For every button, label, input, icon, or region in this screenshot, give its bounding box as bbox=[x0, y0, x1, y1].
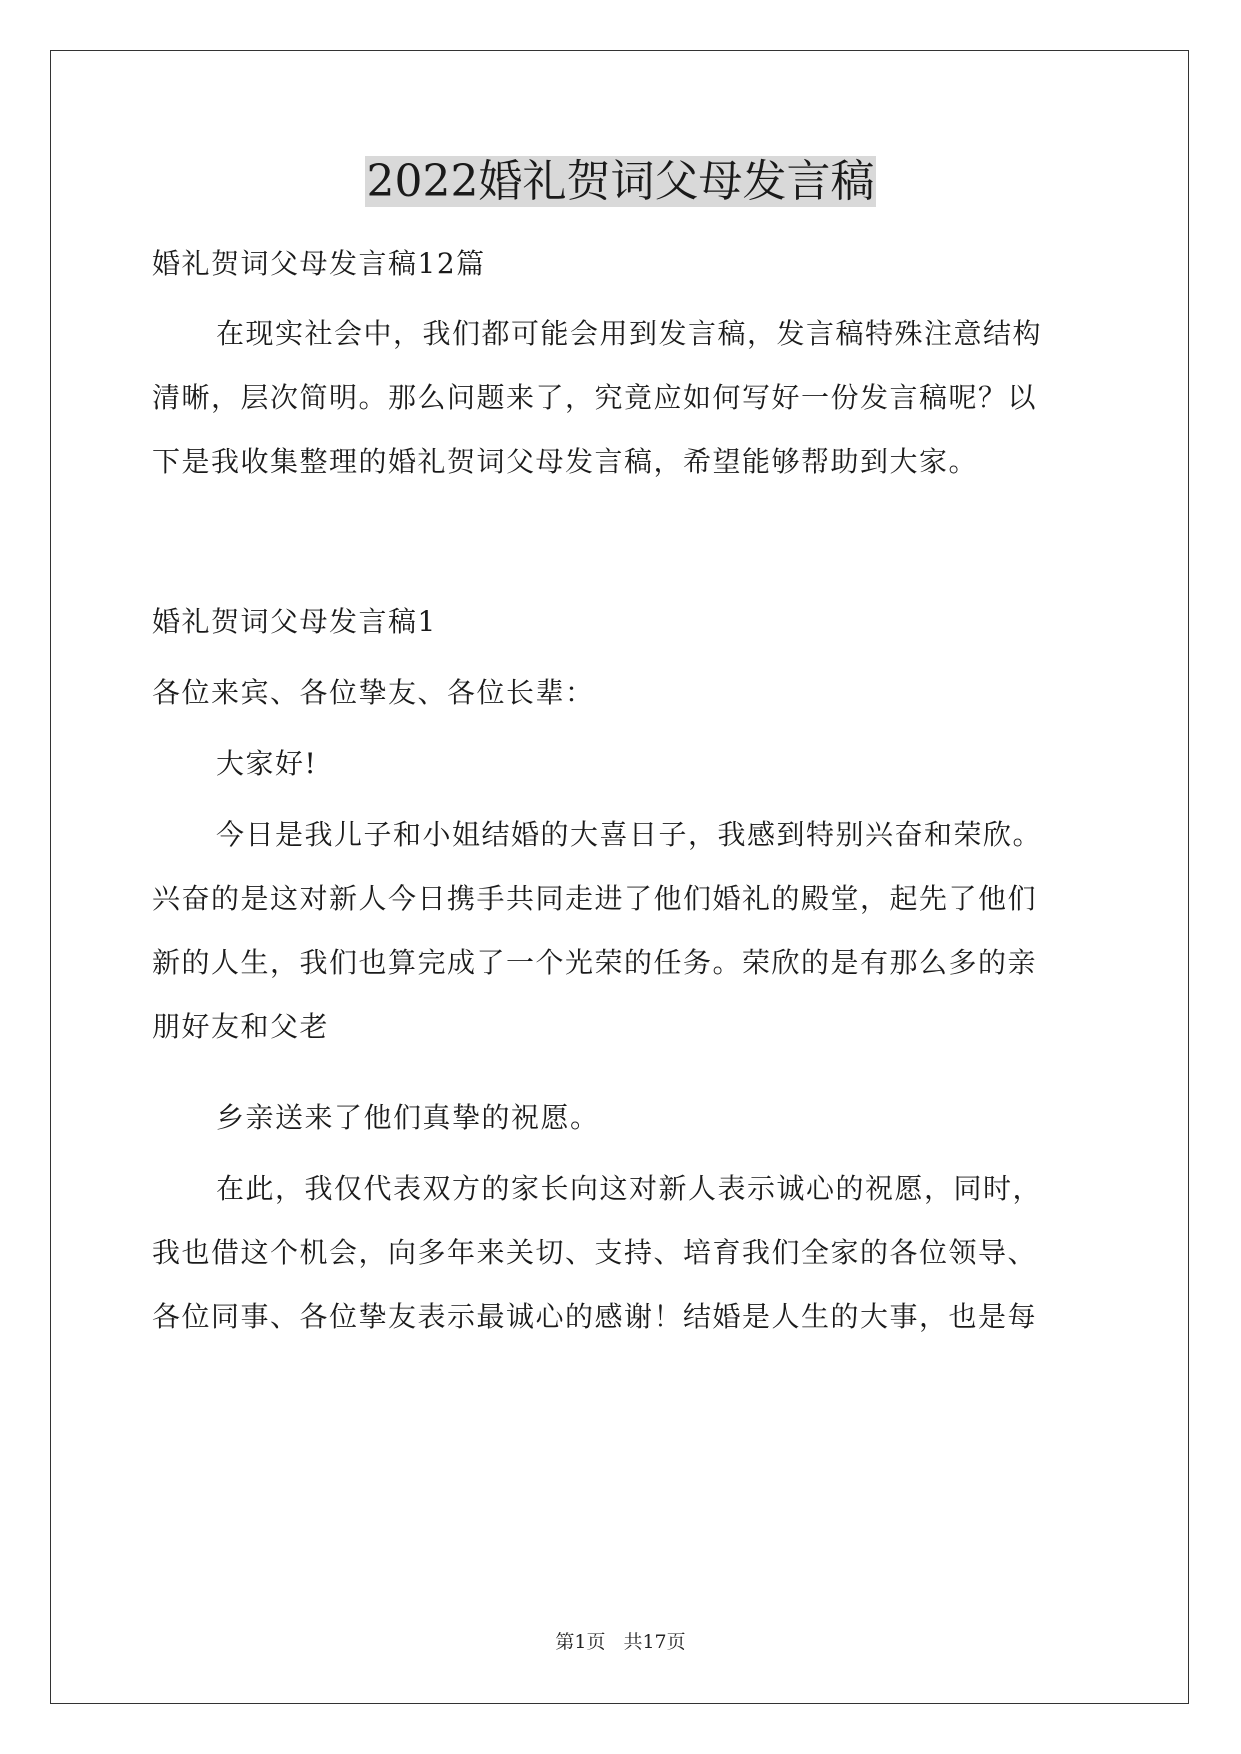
paragraph-3 bbox=[152, 1157, 1092, 1349]
page-number: 第1页 bbox=[555, 1631, 606, 1653]
paragraph-1 bbox=[152, 803, 1092, 1059]
para3-line-1: 在此，我仅代表双方的家长向这对新人表示诚心的祝愿，同时， bbox=[216, 1172, 1043, 1205]
para2-line-1: 乡亲送来了他们真挚的祝愿。 bbox=[216, 1101, 600, 1134]
greeting-text: 大家好! bbox=[216, 747, 318, 780]
paragraph-2 bbox=[152, 1086, 1092, 1150]
para3-line-2: 我也借这个机会，向多年来关切、支持、培育我们全家的各位领导、 bbox=[152, 1236, 1038, 1269]
page-footer bbox=[0, 1628, 1241, 1656]
para1-line-2: 兴奋的是这对新人今日携手共同走进了他们婚礼的殿堂，起先了他们 bbox=[152, 882, 1038, 915]
document-title-text: 2022婚礼贺词父母发言稿 bbox=[366, 156, 875, 207]
document-subtitle: 婚礼贺词父母发言稿12篇 bbox=[152, 247, 486, 280]
salutation: 各位来宾、各位挚友、各位长辈： bbox=[152, 676, 595, 709]
intro-line-1: 在现实社会中，我们都可能会用到发言稿，发言稿特殊注意结构 bbox=[216, 317, 1043, 350]
intro-line-3: 下是我收集整理的婚礼贺词父母发言稿，希望能够帮助到大家。 bbox=[152, 445, 979, 478]
section-heading: 婚礼贺词父母发言稿1 bbox=[152, 605, 437, 638]
para1-line-3: 新的人生，我们也算完成了一个光荣的任务。荣欣的是有那么多的亲 bbox=[152, 946, 1038, 979]
para3-line-3: 各位同事、各位挚友表示最诚心的感谢！结婚是人生的大事，也是每 bbox=[152, 1300, 1038, 1333]
intro-line-2: 清晰，层次简明。那么问题来了，究竟应如何写好一份发言稿呢？以 bbox=[152, 381, 1038, 414]
para1-line-1: 今日是我儿子和小姐结婚的大喜日子，我感到特别兴奋和荣欣。 bbox=[216, 818, 1043, 851]
greeting bbox=[152, 732, 1092, 796]
document-title bbox=[0, 152, 1241, 212]
page-total: 共17页 bbox=[623, 1631, 686, 1653]
intro-paragraph bbox=[152, 302, 1092, 494]
para1-line-4: 朋好友和父老 bbox=[152, 1010, 330, 1043]
